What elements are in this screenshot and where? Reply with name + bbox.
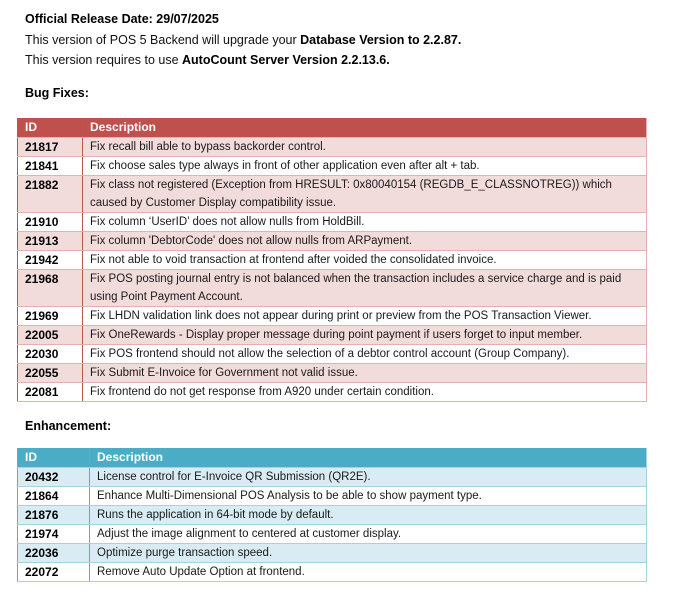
row-description: Fix frontend do not get response from A920 under certain condition. bbox=[83, 382, 647, 401]
row-description: Runs the application in 64-bit mode by default. bbox=[90, 505, 647, 524]
bug-fixes-table bbox=[17, 118, 647, 402]
server-version-bold: AutoCount Server Version 2.2.13.6. bbox=[182, 53, 390, 67]
table-row bbox=[18, 505, 647, 524]
row-id: 21864 bbox=[18, 486, 90, 505]
row-description: License control for E-Invoice QR Submission (QR2E). bbox=[90, 467, 647, 486]
row-id: 22072 bbox=[18, 562, 90, 581]
row-id: 21968 bbox=[18, 269, 83, 306]
header-row bbox=[18, 118, 647, 138]
row-description: Fix POS frontend should not allow the selection of a debtor control account (Group Company). bbox=[83, 344, 647, 363]
row-description: Fix class not registered (Exception from HRESULT: 0x80040154 (REGDB_E_CLASSNOTREG)) which caused by Customer Display compatibility issue. bbox=[83, 175, 647, 212]
row-id: 21974 bbox=[18, 524, 90, 543]
row-id: 21876 bbox=[18, 505, 90, 524]
database-version-bold: Database Version to 2.2.87. bbox=[300, 32, 462, 47]
id-column-header: ID bbox=[18, 448, 90, 468]
enhancement-table bbox=[17, 448, 647, 582]
row-id: 21841 bbox=[18, 156, 83, 175]
row-id: 22055 bbox=[18, 363, 83, 382]
database-version-prefix: This version of POS 5 Backend will upgrade your bbox=[25, 32, 301, 47]
row-id: 22036 bbox=[18, 543, 90, 562]
database-version-line bbox=[25, 30, 655, 51]
row-id: 21969 bbox=[18, 306, 83, 325]
table-row bbox=[18, 156, 647, 175]
row-description: Fix OneRewards - Display proper message during point payment if users forget to input member. bbox=[83, 325, 647, 344]
table-row bbox=[18, 250, 647, 269]
table-row bbox=[18, 524, 647, 543]
row-description: Remove Auto Update Option at frontend. bbox=[90, 562, 647, 581]
row-description: Fix LHDN validation link does not appear during print or preview from the POS Transaction Viewer. bbox=[83, 306, 647, 325]
row-description: Enhance Multi-Dimensional POS Analysis to be able to show payment type. bbox=[90, 486, 647, 505]
row-description: Adjust the image alignment to centered at customer display. bbox=[90, 524, 647, 543]
row-id: 22081 bbox=[18, 382, 83, 401]
row-description: Fix not able to void transaction at frontend after voided the consolidated invoice. bbox=[83, 250, 647, 269]
description-column-header: Description bbox=[90, 448, 647, 468]
server-version-prefix: This version requires to use bbox=[25, 53, 183, 67]
table-row bbox=[18, 344, 647, 363]
row-description: Fix POS posting journal entry is not balanced when the transaction includes a service charge and is paid using Point Payment Account. bbox=[83, 269, 647, 306]
row-description: Fix recall bill able to bypass backorder control. bbox=[83, 137, 647, 156]
description-column-header: Description bbox=[83, 118, 647, 138]
release-date-line: Official Release Date: 29/07/2025 bbox=[25, 12, 219, 26]
row-description: Fix Submit E-Invoice for Government not valid issue. bbox=[83, 363, 647, 382]
row-id: 21817 bbox=[18, 137, 83, 156]
row-id: 22030 bbox=[18, 344, 83, 363]
id-column-header: ID bbox=[18, 118, 83, 138]
table-row bbox=[18, 543, 647, 562]
row-description: Fix choose sales type always in front of other application even after alt + tab. bbox=[83, 156, 647, 175]
table-row bbox=[18, 137, 647, 156]
table-row bbox=[18, 306, 647, 325]
table-row bbox=[18, 212, 647, 231]
row-id: 21910 bbox=[18, 212, 83, 231]
enhancement-heading: Enhancement: bbox=[25, 418, 112, 433]
bug-fixes-table-body bbox=[18, 137, 647, 401]
bug-fixes-heading: Bug Fixes: bbox=[25, 85, 89, 100]
row-id: 21942 bbox=[18, 250, 83, 269]
table-row bbox=[18, 467, 647, 486]
table-row bbox=[18, 175, 647, 212]
table-row bbox=[18, 269, 647, 306]
row-id: 20432 bbox=[18, 467, 90, 486]
table-row bbox=[18, 325, 647, 344]
table-row bbox=[18, 231, 647, 250]
row-description: Fix column 'DebtorCode' does not allow nulls from ARPayment. bbox=[83, 231, 647, 250]
row-description: Fix column ‘UserID’ does not allow nulls from HoldBill. bbox=[83, 212, 647, 231]
row-id: 22005 bbox=[18, 325, 83, 344]
table-row bbox=[18, 363, 647, 382]
row-description: Optimize purge transaction speed. bbox=[90, 543, 647, 562]
server-version-line bbox=[25, 50, 655, 71]
enhancement-table-header bbox=[18, 448, 647, 468]
row-id: 21913 bbox=[18, 231, 83, 250]
header-row bbox=[18, 448, 647, 468]
row-id: 21882 bbox=[18, 175, 83, 212]
table-row bbox=[18, 562, 647, 581]
bug-fixes-table-header bbox=[18, 118, 647, 138]
table-row bbox=[18, 486, 647, 505]
enhancement-table-body bbox=[18, 467, 647, 581]
table-row bbox=[18, 382, 647, 401]
